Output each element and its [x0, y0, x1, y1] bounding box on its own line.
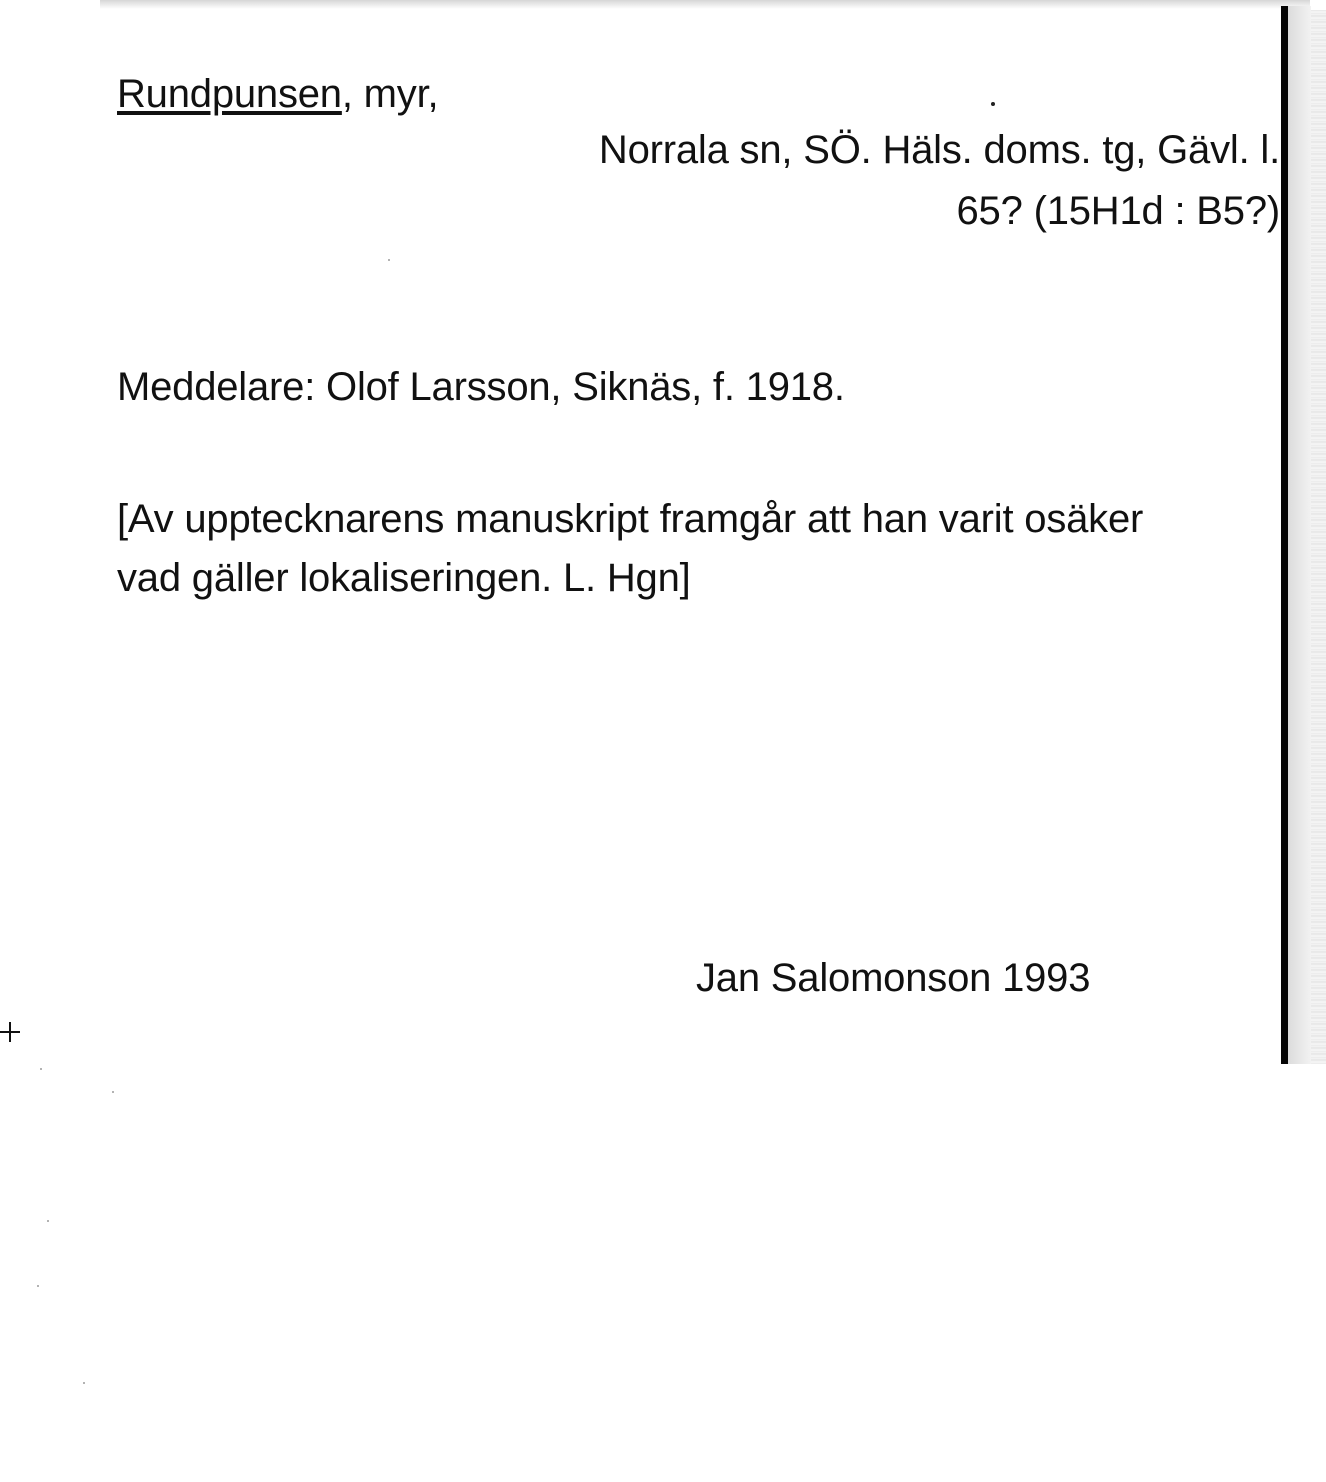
headword-line [117, 66, 438, 122]
scan-speck [83, 1382, 85, 1384]
card-right-edge [1281, 6, 1311, 1064]
editorial-note-line-2: vad gäller lokaliseringen. L. Hgn] [117, 556, 691, 600]
scan-speck [40, 1068, 42, 1070]
location-line: Norrala sn, SÖ. Häls. doms. tg, Gävl. l. [598, 128, 1280, 172]
scan-speck [37, 1285, 39, 1287]
map-reference: 65? (15H1d : B5?) [956, 189, 1280, 233]
signature: Jan Salomonson 1993 [696, 956, 1091, 1000]
scan-speck [47, 1220, 49, 1222]
headword-suffix: , myr, [341, 72, 439, 116]
registration-mark-icon [0, 1022, 20, 1042]
headword: Rundpunsen [117, 72, 342, 116]
editorial-note-line-1: [Av upptecknarens manuskript framgår att han varit osäker [117, 497, 1144, 541]
card-top-edge [100, 0, 1310, 9]
informant-line: Meddelare: Olof Larsson, Siknäs, f. 1918. [117, 365, 845, 409]
scan-speck [991, 102, 995, 106]
scan-speck [112, 1091, 114, 1093]
scan-speck [388, 259, 390, 261]
